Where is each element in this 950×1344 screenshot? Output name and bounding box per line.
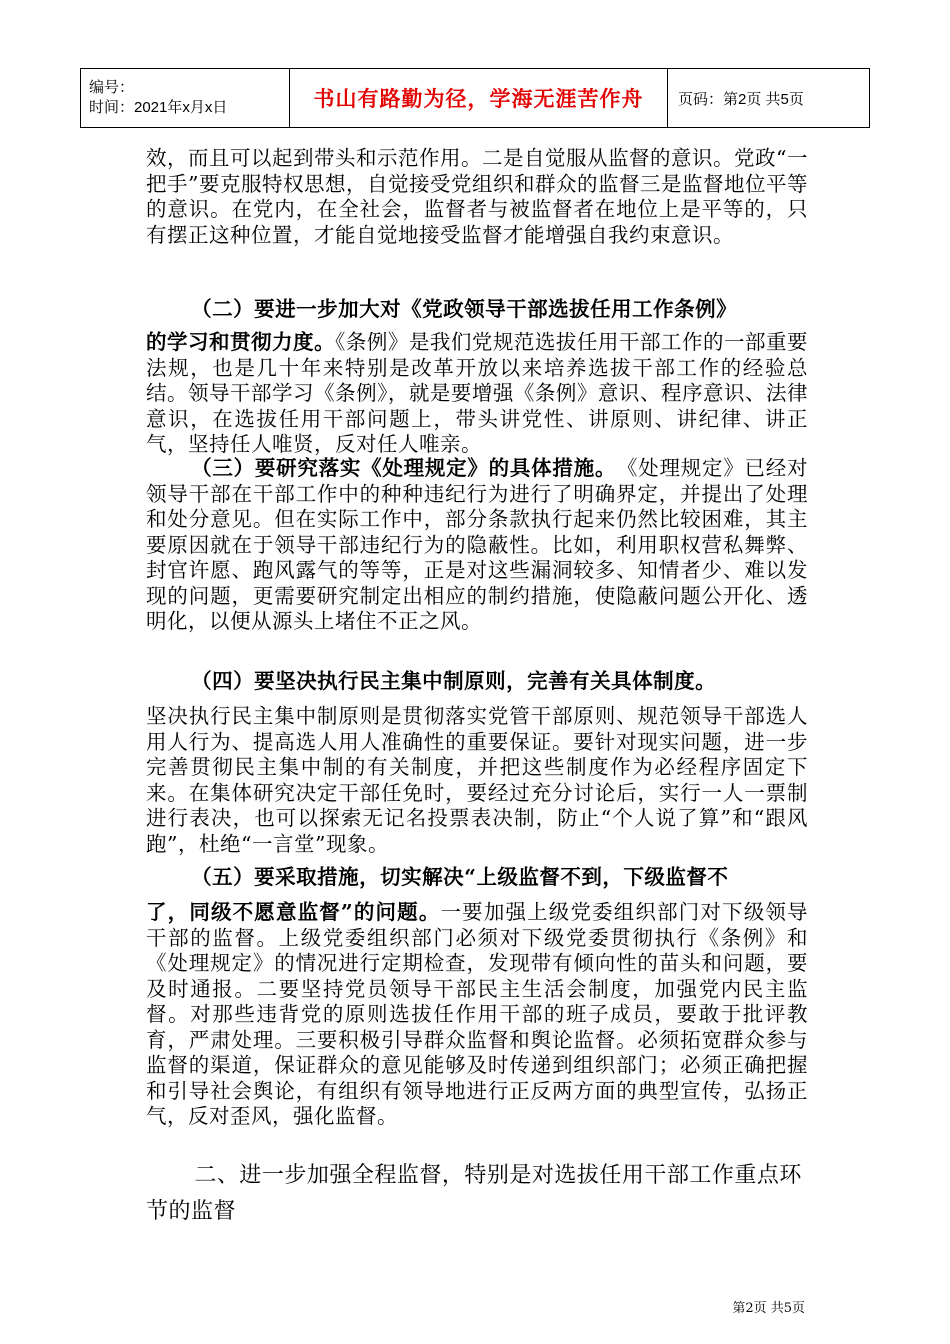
section-title-continued: 的学习和贯彻力度。 (146, 330, 336, 354)
section-two (146, 330, 808, 458)
section-two-title (146, 292, 808, 326)
header-meta (81, 69, 290, 128)
section-four (146, 662, 808, 857)
section-three (146, 456, 808, 635)
paragraph-text: 效，而且可以起到带头和示范作用。二是自觉服从监督的意识。党政“一把手”要克服特权思想，自觉接受党组织和群众的监督三是监督地位平等的意识。在党内，在全社会，监督者与被监督者在地位上是平等的，只有摆正这种位置，才能自觉地接受监督才能增强自我约束意识。 (146, 146, 808, 247)
header-page-info: 页码：第2页 共5页 (668, 69, 870, 128)
section-five (146, 900, 808, 1130)
section-body: 一要加强上级党委组织部门对下级领导干部的监督。上级党委组织部门必须对下级党委贯彻执行《条例》和《处理规定》的情况进行定期检查，发现带有倾向性的苗头和问题，要及时通报。二要坚持党员领导干部民主生活会制度，加强党内民主监督。对那些违背党的原则选拔任作用干部的班子成员，要敢于批评教育，严肃处理。三要积极引导群众监督和舆论监督。必须拓宽群众参与监督的渠道，保证群众的意见能够及时传递到组织部门；必须正确把握和引导社会舆论，有组织有领导地进行正反两方面的典型宣传，弘扬正气，反对歪风，强化监督。 (146, 900, 809, 1128)
chapter-title: 二、进一步加强全程监督，特别是对选拔任用干部工作重点环节的监督 (146, 1163, 802, 1224)
chapter-heading (146, 1158, 808, 1230)
section-title: （四）要坚决执行民主集中制原则，完善有关具体制度。 (191, 669, 717, 693)
page-footer: 第2页 共5页 (732, 1301, 805, 1316)
section-body: 《条例》是我们党规范选拔任用干部工作的一部重要法规，也是几十年来特别是改革开放以来培养选拔干部工作的经验总结。领导干部学习《条例》，就是要增强《条例》意识、程序意识、法律意识，在选拔任用干部问题上，带头讲党性、讲原则、讲纪律、讲正气，坚持任人唯贤，反对任人唯亲。 (146, 330, 809, 456)
section-title: （五）要采取措施，切实解决“上级监督不到，下级监督不 (191, 865, 729, 889)
section-title: （三）要研究落实《处理规定》的具体措施。 (191, 456, 606, 480)
header-motto: 书山有路勤为径，学海无涯苦作舟 (290, 69, 668, 128)
paragraph-continued (146, 146, 808, 248)
page-header (80, 68, 870, 128)
document-date: 时间：2021年x月x日 (89, 99, 228, 116)
section-five-title (146, 860, 808, 894)
section-title: （二）要进一步加大对《党政领导干部选拔任用工作条例》 (191, 297, 738, 321)
section-body: 坚决执行民主集中制原则是贯彻落实党管干部原则、规范领导干部选人用人行为、提高选人用人准确性的重要保证。要针对现实问题，进一步完善贯彻民主集中制的有关制度，并把这些制度作为必经程序固定下来。在集体研究决定干部任免时，要经过充分讨论后，实行一人一票制进行表决，也可以探索无记名投票表决制，防止“个人说了算”和“跟风跑”，杜绝“一言堂”现象。 (146, 704, 808, 856)
document-number-label: 编号： (89, 79, 135, 96)
section-body: 《处理规定》已经对领导干部在干部工作中的种种违纪行为进行了明确界定，并提出了处理和处分意见。但在实际工作中，部分条款执行起来仍然比较困难，其主要原因就在于领导干部违纪行为的隐蔽性。比如，利用职权营私舞弊、封官许愿、跑风露气的等等，正是对这些漏洞较多、知情者少、难以发现的问题，更需要研究制定出相应的制约措施，使隐蔽问题公开化、透明化，以便从源头上堵住不正之风。 (146, 456, 809, 633)
section-title-continued: 了，同级不愿意监督”的问题。 (146, 900, 441, 924)
